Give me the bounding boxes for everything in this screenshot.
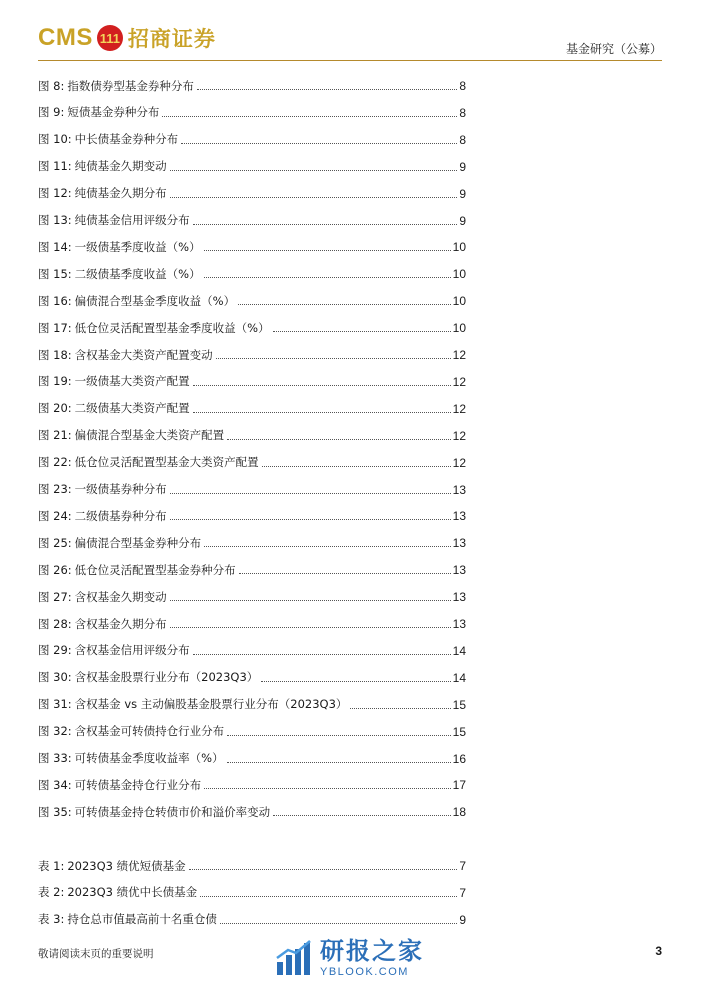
toc-entry-title: 含权基金 vs 主动偏股基金股票行业分布（2023Q3）	[74, 697, 348, 712]
toc-entry-page: 7	[459, 885, 466, 900]
toc-entry-page: 13	[452, 563, 466, 578]
toc-entry-label: 图 34:	[38, 777, 72, 792]
toc-entry-page: 13	[452, 617, 466, 631]
toc-entry-label: 图 30:	[38, 670, 72, 685]
toc-leader-dots	[239, 572, 451, 574]
toc-entry-label: 图 15:	[38, 266, 72, 281]
toc-entry-title: 含权基金大类资产配置变动	[74, 347, 213, 362]
toc-entry-page: 7	[459, 859, 466, 873]
toc-entry-label: 图 18:	[38, 347, 72, 362]
toc-leader-dots	[189, 868, 458, 870]
toc-entry-title: 可转债基金持仓行业分布	[74, 777, 202, 792]
toc-entry[interactable]	[38, 314, 466, 334]
toc-leader-dots	[170, 518, 451, 520]
toc-entry-title: 短债基金券种分布	[67, 105, 160, 120]
toc-entry[interactable]	[38, 502, 466, 522]
company-logo	[38, 23, 216, 53]
toc-entry-title: 含权基金久期分布	[74, 616, 167, 631]
toc-entry[interactable]	[38, 583, 466, 603]
logo-badge-icon: 111	[97, 25, 123, 51]
toc-entry-page: 18	[452, 805, 466, 820]
toc-entry-title: 持仓总市值最高前十名重仓债	[67, 912, 217, 927]
toc-entry[interactable]	[38, 691, 466, 711]
toc-leader-dots	[170, 599, 451, 601]
toc-entry-page: 14	[452, 670, 466, 685]
toc-entry-label: 表 2:	[38, 885, 65, 900]
toc-entry-title: 一级债基券种分布	[74, 482, 167, 496]
toc-leader-dots	[273, 814, 450, 816]
header-divider	[38, 60, 662, 61]
toc-entry-page: 10	[452, 267, 466, 282]
toc-entry[interactable]	[38, 260, 466, 280]
toc-entry-title: 偏债混合型基金券种分布	[74, 535, 202, 550]
toc-entry-label: 图 24:	[38, 508, 72, 523]
toc-entry[interactable]	[38, 449, 466, 469]
toc-entry-page: 8	[459, 132, 466, 147]
toc-entry-label: 图 13:	[38, 213, 72, 227]
toc-entry[interactable]	[38, 556, 466, 576]
toc-entry-title: 可转债基金持仓转债市价和溢价率变动	[74, 804, 271, 819]
toc-leader-dots	[200, 895, 457, 897]
toc-entry-page: 12	[452, 455, 466, 470]
watermark	[274, 938, 424, 978]
toc-leader-dots	[216, 357, 451, 359]
toc-entry[interactable]	[38, 852, 466, 872]
toc-entry-label: 图 21:	[38, 428, 72, 443]
toc-entry-title: 含权基金可转债持仓行业分布	[74, 724, 225, 739]
toc-entry-title: 一级债基大类资产配置	[74, 374, 190, 389]
toc-entry-title: 偏债混合型基金大类资产配置	[74, 428, 225, 443]
page-number: 3	[655, 944, 662, 958]
toc-entry-page: 8	[459, 79, 466, 93]
toc-leader-dots	[170, 492, 451, 494]
toc-entry-label: 图 17:	[38, 320, 72, 335]
toc-entry-title: 低仓位灵活配置型基金大类资产配置	[74, 455, 259, 470]
toc-entry-title: 低仓位灵活配置型基金季度收益（%）	[74, 320, 270, 335]
toc-entry[interactable]	[38, 637, 466, 657]
toc-entry-label: 图 9:	[38, 105, 65, 120]
toc-entry[interactable]	[38, 395, 466, 415]
toc-entry-title: 含权基金股票行业分布（2023Q3）	[74, 670, 259, 685]
toc-entry-label: 图 32:	[38, 724, 72, 739]
toc-entry-page: 10	[452, 294, 466, 309]
toc-entry-label: 图 16:	[38, 293, 72, 308]
toc-entry-page: 9	[459, 186, 466, 201]
toc-entry-label: 图 26:	[38, 562, 72, 577]
toc-entry-label: 图 25:	[38, 535, 72, 550]
toc-leader-dots	[227, 438, 450, 440]
toc-entry-label: 图 35:	[38, 804, 72, 819]
toc-entry-page: 15	[452, 724, 466, 739]
toc-entry-title: 一级债基季度收益（%）	[74, 239, 201, 254]
toc-entry-label: 表 1:	[38, 858, 65, 873]
toc-entry[interactable]	[38, 798, 466, 818]
toc-leader-dots	[227, 734, 450, 736]
toc-leader-dots	[261, 680, 450, 682]
toc-entry-title: 含权基金信用评级分布	[74, 643, 190, 658]
toc-entry[interactable]	[38, 718, 466, 738]
toc-entry[interactable]	[38, 72, 466, 92]
toc-leader-dots	[204, 787, 450, 789]
toc-entry[interactable]	[38, 153, 466, 173]
toc-entry[interactable]	[38, 745, 466, 765]
toc-entry-label: 图 23:	[38, 482, 72, 496]
toc-entry-page: 10	[452, 321, 466, 336]
toc-leader-dots	[170, 196, 458, 198]
toc-entry-title: 二级债基大类资产配置	[74, 401, 190, 416]
toc-entry-title: 纯债基金久期分布	[74, 186, 167, 201]
logo-cms-text: CMS	[38, 24, 93, 51]
toc-entry-page: 16	[452, 751, 466, 766]
disclaimer-note: 敬请阅读末页的重要说明	[38, 948, 154, 960]
toc-entry[interactable]	[38, 879, 466, 899]
toc-entry[interactable]	[38, 664, 466, 684]
toc-entry-label: 图 14:	[38, 239, 72, 254]
toc-entry[interactable]	[38, 422, 466, 442]
toc-leader-dots	[238, 303, 451, 305]
toc-leader-dots	[204, 276, 451, 278]
toc-entry-page: 13	[452, 536, 466, 551]
toc-entry-label: 图 12:	[38, 186, 72, 201]
toc-entry-title: 可转债基金季度收益率（%）	[74, 751, 224, 765]
toc-entry-title: 低仓位灵活配置型基金券种分布	[74, 562, 236, 577]
toc-entry-label: 图 28:	[38, 616, 72, 631]
toc-entry-page: 15	[452, 697, 466, 712]
toc-leader-dots	[193, 411, 451, 413]
toc-entry-page: 10	[452, 240, 466, 255]
toc-entry-page: 14	[452, 643, 466, 658]
toc-entry[interactable]	[38, 126, 466, 146]
toc-entry-page: 9	[459, 159, 466, 174]
toc-leader-dots	[350, 707, 450, 709]
toc-entry-page: 12	[452, 428, 466, 443]
toc-entry-page: 9	[459, 912, 466, 927]
bar-chart-logo-icon	[274, 938, 314, 978]
toc-entry-label: 图 10:	[38, 132, 72, 147]
toc-entry-page: 17	[452, 778, 466, 793]
toc-entry[interactable]	[38, 771, 466, 791]
toc-entry-page: 13	[452, 509, 466, 524]
toc-entry-label: 图 20:	[38, 401, 72, 416]
toc-leader-dots	[197, 88, 457, 90]
page-header	[0, 0, 702, 62]
toc-leader-dots	[273, 330, 451, 332]
toc-entry-page: 9	[459, 213, 466, 228]
toc-entry-label: 图 27:	[38, 589, 72, 604]
toc-entry-title: 二级债基券种分布	[74, 508, 167, 523]
watermark-url: YBLOOK.COM	[320, 965, 409, 978]
toc-entry-title: 中长债基金券种分布	[74, 132, 179, 147]
toc-entry[interactable]	[38, 476, 466, 496]
toc-entry-title: 偏债混合型基金季度收益（%）	[74, 293, 236, 308]
toc-entry[interactable]	[38, 341, 466, 361]
toc-entry-label: 图 8:	[38, 78, 65, 93]
toc-entry-title: 纯债基金信用评级分布	[74, 213, 190, 227]
toc-leader-dots	[193, 653, 451, 655]
toc-leader-dots	[193, 223, 458, 225]
toc-entry[interactable]	[38, 180, 466, 200]
toc-leader-dots	[204, 545, 450, 547]
toc-entry-label: 表 3:	[38, 912, 65, 927]
toc-entry-label: 图 19:	[38, 374, 72, 389]
toc-entry-page: 12	[452, 348, 466, 362]
toc-entry-page: 12	[452, 374, 466, 389]
report-section-label: 基金研究（公募）	[565, 42, 662, 56]
toc-entry-title: 二级债基季度收益（%）	[74, 266, 201, 281]
toc-leader-dots	[220, 922, 457, 924]
toc-entry-page: 13	[452, 590, 466, 605]
toc-entry[interactable]	[38, 906, 466, 926]
toc-leader-dots	[170, 626, 451, 628]
toc-entry[interactable]	[38, 529, 466, 549]
toc-entry-title: 含权基金久期变动	[74, 589, 167, 604]
toc-entry-title: 2023Q3 绩优中长债基金	[67, 885, 198, 900]
logo-chinese-name: 招商证券	[127, 26, 216, 51]
toc-entry-page: 13	[452, 482, 466, 497]
toc-leader-dots	[227, 761, 451, 763]
toc-entry-label: 图 29:	[38, 643, 72, 658]
toc-leader-dots	[181, 142, 457, 144]
toc-leader-dots	[262, 465, 451, 467]
toc-entry-label: 图 31:	[38, 697, 72, 712]
toc-leader-dots	[170, 169, 458, 171]
toc-entry[interactable]	[38, 368, 466, 388]
toc-entry-label: 图 11:	[38, 159, 72, 174]
toc-entry-label: 图 22:	[38, 455, 72, 470]
toc-entry-page: 12	[452, 401, 466, 416]
toc-leader-dots	[204, 249, 451, 251]
toc-entry-title: 纯债基金久期变动	[74, 159, 167, 174]
toc-entry-label: 图 33:	[38, 751, 72, 765]
toc-leader-dots	[162, 115, 457, 117]
toc-entry-title: 指数债券型基金券种分布	[67, 78, 194, 93]
toc-entry[interactable]	[38, 207, 466, 227]
toc-entry[interactable]	[38, 99, 466, 119]
toc-entry[interactable]	[38, 287, 466, 307]
toc-leader-dots	[193, 384, 451, 386]
toc-entry[interactable]	[38, 233, 466, 253]
watermark-cn: 研报之家	[320, 936, 424, 965]
toc-entry-title: 2023Q3 绩优短债基金	[67, 858, 186, 873]
toc-entry[interactable]	[38, 610, 466, 630]
toc-entry-page: 8	[459, 105, 466, 120]
